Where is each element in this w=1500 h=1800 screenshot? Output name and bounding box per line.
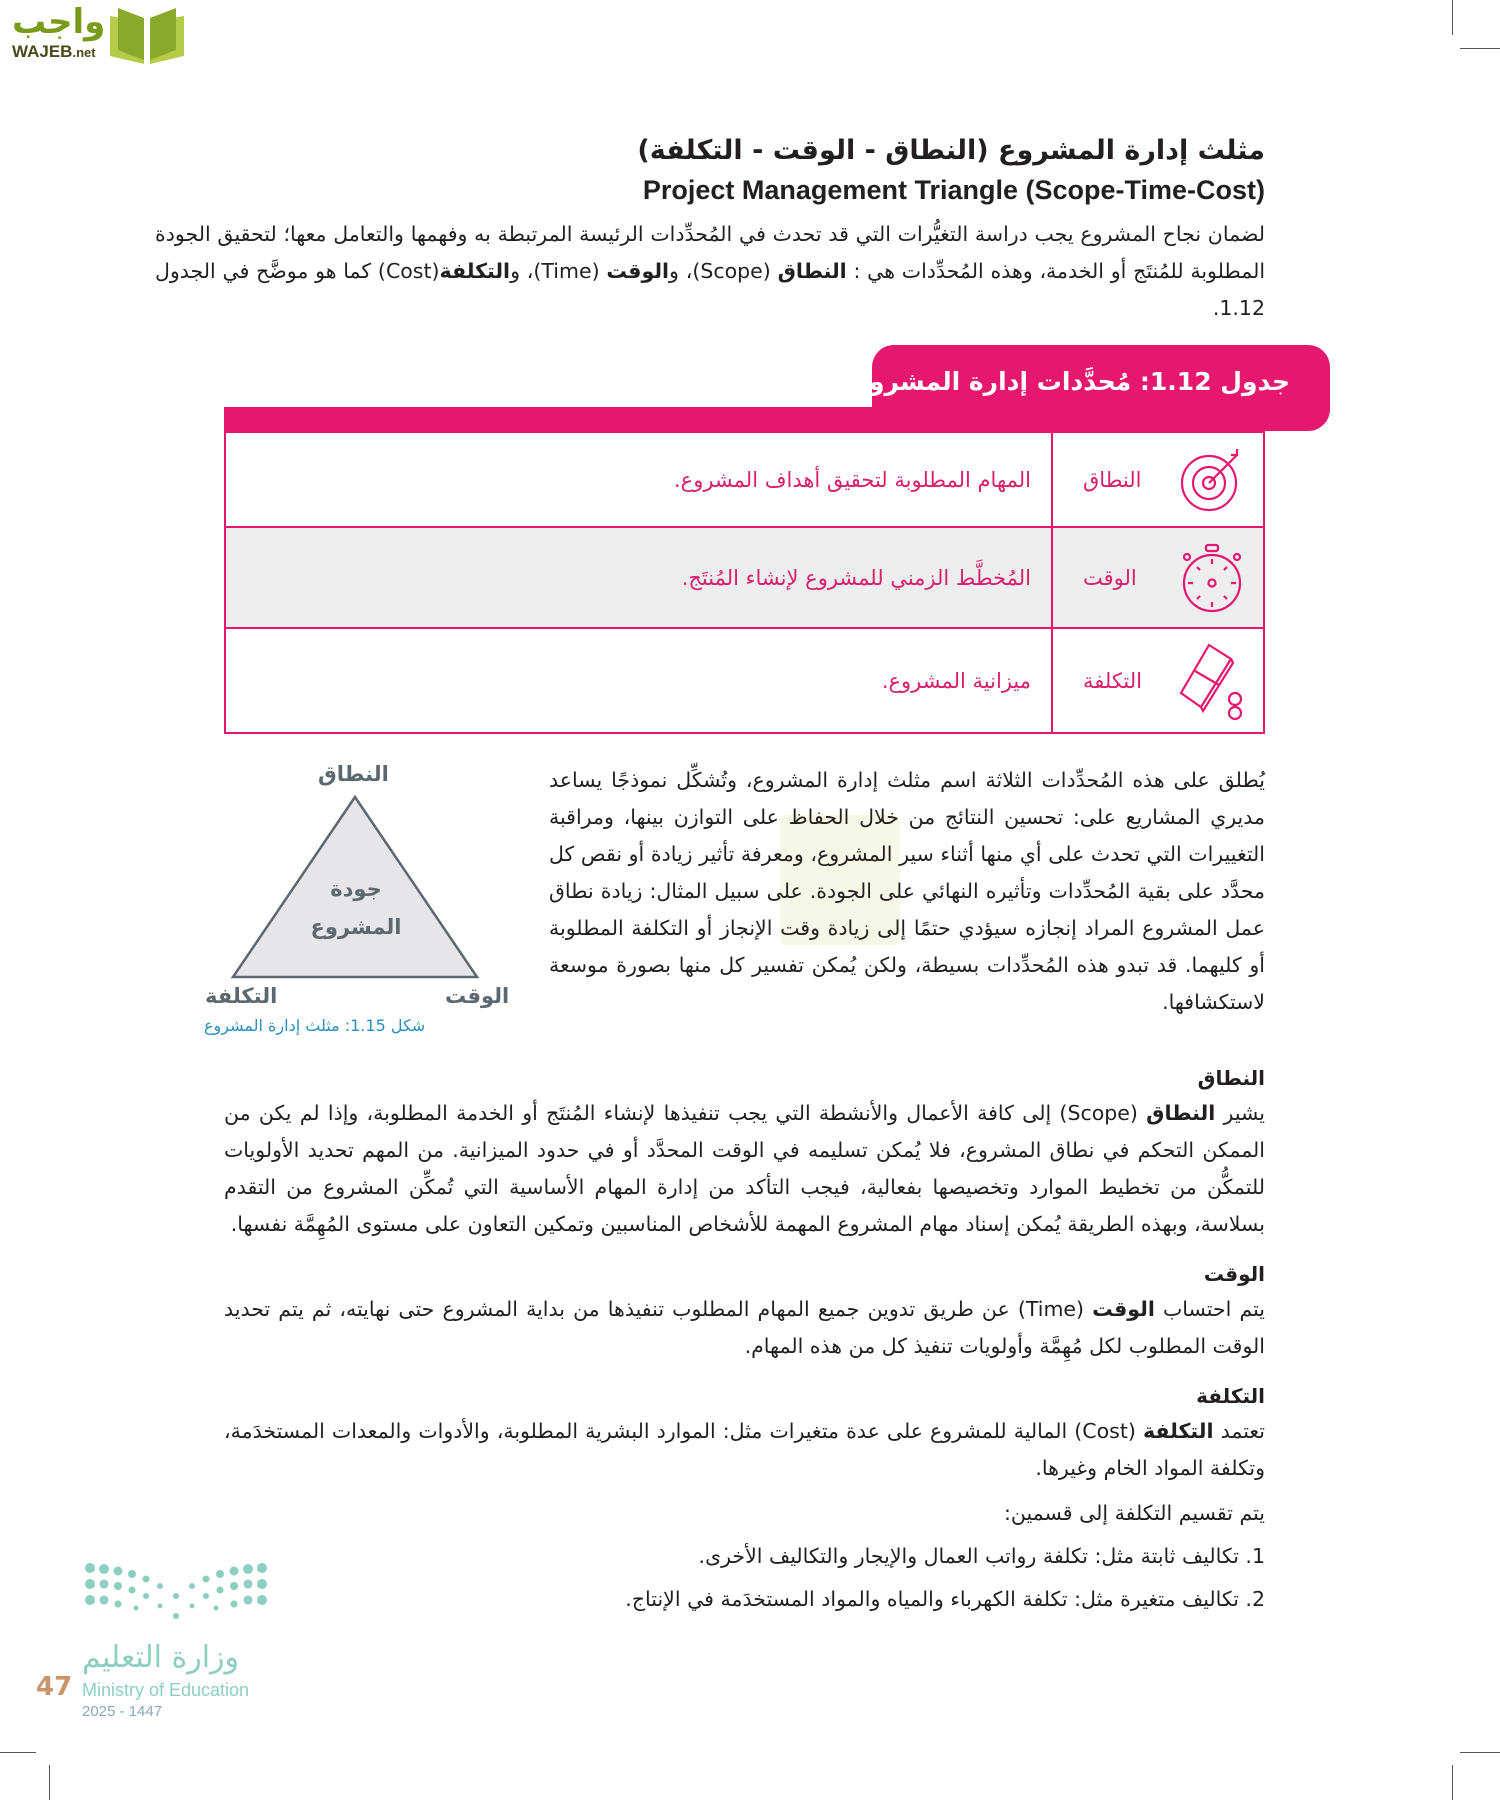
ministry-name-arabic: وزارة التعليم [82,1640,240,1675]
table-cell-label [1052,527,1264,628]
label-text: الوقت [1083,565,1137,590]
crop-mark [49,1765,50,1800]
triangle-label-cost: التكلفة [205,984,278,1008]
scope-section [224,1061,1265,1243]
crop-mark [1460,1752,1500,1753]
ministry-name-english: Ministry of Education [82,1680,250,1700]
constraints-table-block [224,345,1330,734]
logo-english-text: WAJEB.net [12,42,96,61]
time-section [224,1257,1265,1365]
page-content [155,132,1290,1618]
cost-list-item: 2. تكاليف متغيرة مثل: تكلفة الكهرباء والمياه والمواد المستخدَمة في الإنتاج. [625,1587,1265,1611]
cost-paragraph: تعتمد التكلفة (Cost) المالية للمشروع على عدة متغيرات مثل: الموارد البشرية المطلوبة، والأدوات والمعدات المستخدَمة، وتكلفة المواد الخام وغيرها. [224,1419,1265,1480]
table-title-tab [851,345,1330,431]
table-header [224,345,1330,431]
table-cell-label [1052,432,1264,527]
cost-heading: التكلفة [1196,1384,1265,1408]
cost-list-item: 1. تكاليف ثابتة مثل: تكلفة رواتب العمال والإيجار والتكاليف الأخرى. [698,1544,1265,1568]
scope-heading: النطاق [1197,1066,1265,1090]
book-icon [106,4,188,66]
project-triangle-figure [200,762,530,1047]
cost-types-intro: يتم تقسيم التكلفة إلى قسمين: [1003,1501,1265,1525]
triangle-center-label: جودة المشروع [310,877,402,939]
scope-paragraph: يشير النطاق (Scope) إلى كافة الأعمال والأنشطة التي يجب تنفيذها لإنشاء المُنتَج أو الخدمة المطلوبة، وإذا لم يكن من الممكن التحكم في نطاق المشروع، فلا يُمكن تسليمه في الوقت المحدَّد أو في حدود الميزانية. من المهم تحديد الأولويات للتمكُّن من تخطيط الموارد وتخصيصها بفعالية، فيجب التأكد من إدارة المهام الأساسية التي تُمكِّن المشروع من التقدم بسلاسة، وبهذه الطريقة يُمكن إسناد مهام المشروع المهمة للأشخاص المناسبين وتمكين التعاون على مستوى المُهِمَّة نفسها. [224,1101,1265,1236]
logo-arabic-text: واجب [12,2,106,42]
crop-mark [1460,48,1500,49]
wajeb-logo[interactable] [0,0,190,70]
page-number: 47 [36,1672,73,1702]
table-cell-description: المهام المطلوبة لتحقيق أهداف المشروع. [225,432,1052,527]
triangle-paragraph: يُطلق على هذه المُحدِّدات الثلاثة اسم مثلث إدارة المشروع، وتُشكِّل نموذجًا يساعد مديري المشاريع على: تحسين النتائج من خلال الحفاظ على التوازن بينها، ومراقبة التغييرات التي تحدث على أي منها أثناء سير المشروع، ومعرفة تأثير زيادة أو نقص كل محدَّد على بقية المُحدِّدات وتأثيره النهائي على الجودة. على سبيل المثال: زيادة نطاق عمل المشروع المراد إنجازه سيؤدي حتمًا إلى زيادة وقت الإنجاز أو التكلفة المطلوبة أو كليهما. قد تبدو هذه المُحدِّدات بسيطة، ولكن يُمكن تفسير كل منها بصورة موسعة لاستكشافها. [549,768,1265,1014]
table-cell-description: المُخطَّط الزمني للمشروع لإنشاء المُنتَج. [225,527,1052,628]
crop-mark [0,1752,36,1753]
table-row [225,432,1264,527]
label-text: التكلفة [1083,668,1143,693]
edition-year: 2025 - 1447 [82,1703,163,1720]
section-title-arabic: مثلث إدارة المشروع (النطاق - الوقت - التكلفة) [637,135,1265,166]
figure-caption: شكل 1.15: مثلث إدارة المشروع [204,1016,426,1035]
time-heading: الوقت [1203,1262,1265,1286]
crop-mark [1452,1765,1453,1800]
label-text: النطاق [1083,467,1142,492]
table-cell-description: ميزانية المشروع. [225,628,1052,733]
stopwatch-icon [1179,541,1245,615]
table-row [225,527,1264,628]
crop-mark [1452,0,1453,35]
table-cell-label [1052,628,1264,733]
section-title-english: Project Management Triangle (Scope-Time-Cost) [642,175,1265,205]
constraints-table [224,431,1265,734]
table-row [225,628,1264,733]
triangle-label-time: الوقت [445,984,510,1008]
triangle-section [200,762,1265,1047]
money-icon [1179,641,1245,721]
ministry-dots-emblem [84,1562,268,1624]
triangle-label-scope: النطاق [318,762,389,786]
table-title: جدول 1.12: مُحدَّدات إدارة المشروع [851,367,1290,396]
time-paragraph: يتم احتساب الوقت (Time) عن طريق تدوين جميع المهام المطلوب تنفيذها من بداية المشروع حتى نهايته، ثم يتم تحديد الوقت المطلوب لكل مُهِمَّة وأولويات تنفيذ كل من هذه المهام. [224,1297,1266,1358]
target-icon [1179,447,1245,513]
cost-section [224,1379,1265,1618]
intro-paragraph: لضمان نجاح المشروع يجب دراسة التغيُّرات التي قد تحدث في المُحدِّدات الرئيسة المرتبطة به وفهمها والتعامل معها؛ لتحقيق الجودة المطلوبة للمُنتَج أو الخدمة، وهذه المُحدِّدات هي : النطاق (Scope)، والوقت (Time)، والتكلفة(Cost) كما هو موضَّح في الجدول 1.12. [155,222,1266,320]
